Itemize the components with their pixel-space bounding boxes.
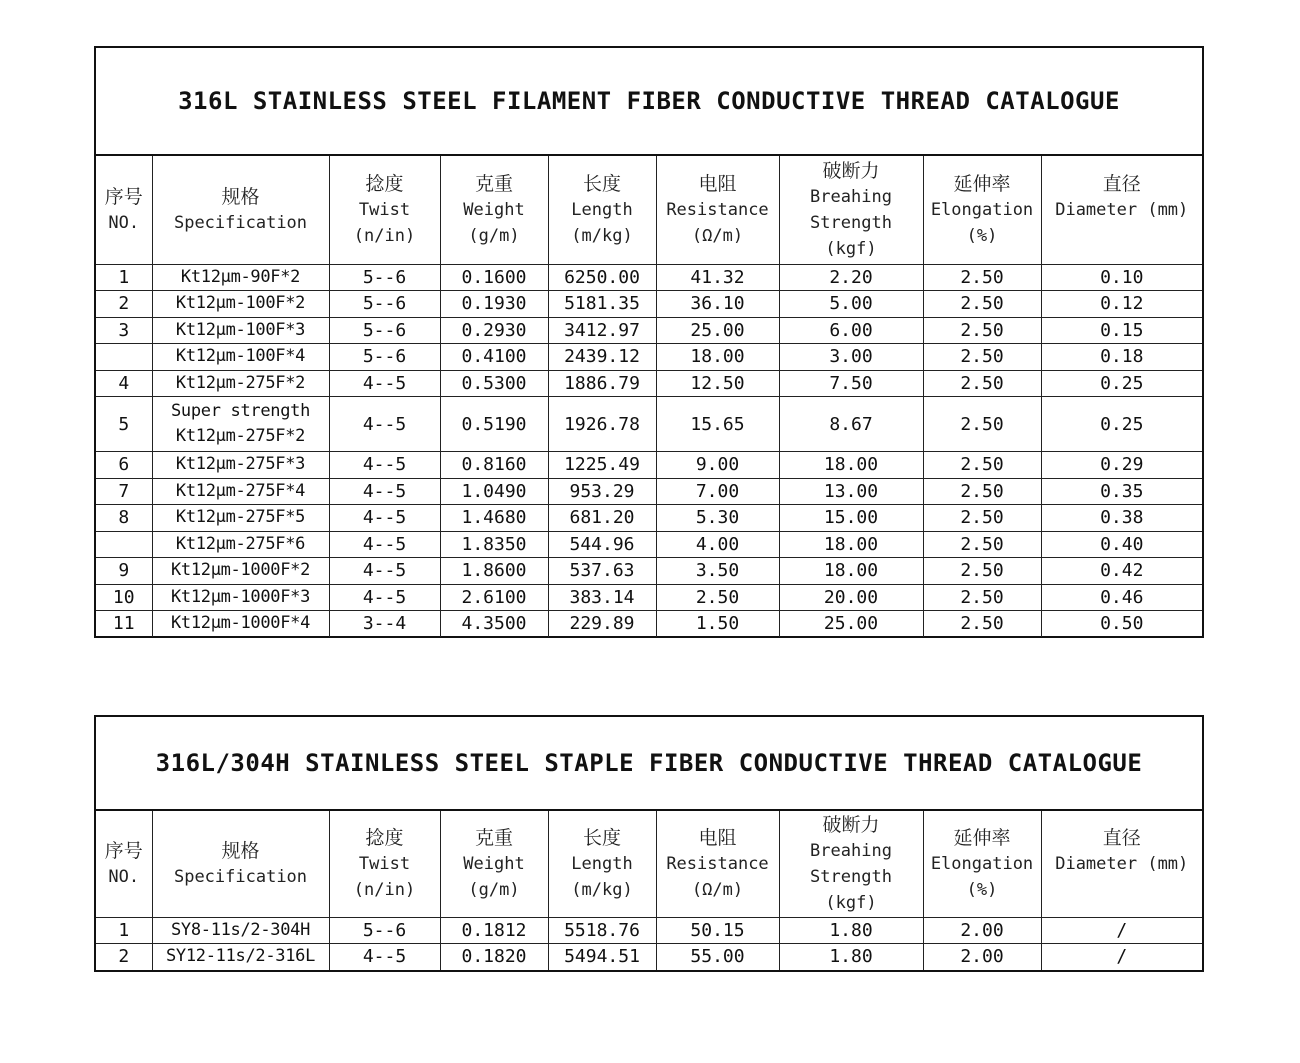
filament-table [96,156,1202,637]
header-weight: 克重 Weight (g/m) [440,156,548,264]
header-length: 长度 Length (m/kg) [548,156,656,264]
cell-twist: 5--6 [329,317,440,344]
cell-spec: Kt12μm-275F*3 [152,452,329,479]
header-length: 长度 Length (m/kg) [548,811,656,917]
cell-resistance: 5.30 [656,505,779,532]
cell-spec: Kt12μm-275F*5 [152,505,329,532]
cell-twist: 4--5 [329,478,440,505]
cell-spec: SY8-11s/2-304H [152,917,329,944]
cell-elongation: 2.50 [923,397,1041,452]
header-twist: 捻度 Twist (n/in) [329,156,440,264]
catalogue-title: 316L STAINLESS STEEL FILAMENT FIBER CONDUCTIVE THREAD CATALOGUE [96,48,1202,156]
cell-spec: Kt12μm-100F*4 [152,344,329,371]
cell-breaking: 18.00 [779,452,923,479]
cell-breaking: 3.00 [779,344,923,371]
cell-spec: Kt12μm-275F*6 [152,531,329,558]
cell-twist: 4--5 [329,370,440,397]
cell-no: 11 [96,611,152,637]
cell-length: 383.14 [548,584,656,611]
cell-breaking: 18.00 [779,558,923,585]
cell-diameter: 0.46 [1041,584,1202,611]
cell-elongation: 2.50 [923,505,1041,532]
cell-resistance: 55.00 [656,944,779,970]
cell-breaking: 25.00 [779,611,923,637]
cell-length: 1926.78 [548,397,656,452]
cell-elongation: 2.50 [923,317,1041,344]
header-elongation: 延伸率 Elongation (%) [923,811,1041,917]
cell-weight: 0.1600 [440,264,548,291]
cell-elongation: 2.00 [923,917,1041,944]
cell-weight: 1.8350 [440,531,548,558]
cell-spec: Kt12μm-1000F*3 [152,584,329,611]
cell-resistance: 9.00 [656,452,779,479]
cell-twist: 5--6 [329,344,440,371]
staple-catalogue [94,715,1204,972]
cell-no: 2 [96,944,152,970]
cell-breaking: 1.80 [779,917,923,944]
cell-elongation: 2.00 [923,944,1041,970]
cell-twist: 4--5 [329,558,440,585]
cell-length: 5181.35 [548,291,656,318]
cell-weight: 4.3500 [440,611,548,637]
catalogue-title: 316L/304H STAINLESS STEEL STAPLE FIBER CONDUCTIVE THREAD CATALOGUE [96,717,1202,811]
cell-twist: 4--5 [329,452,440,479]
header-row [96,156,1202,264]
cell-weight: 1.8600 [440,558,548,585]
table-row [96,505,1202,532]
table-row [96,531,1202,558]
cell-breaking: 5.00 [779,291,923,318]
cell-diameter: 0.40 [1041,531,1202,558]
cell-diameter: 0.15 [1041,317,1202,344]
cell-length: 229.89 [548,611,656,637]
cell-resistance: 1.50 [656,611,779,637]
cell-breaking: 8.67 [779,397,923,452]
spec-line: Kt12μm-275F*2 [175,426,306,446]
cell-spec: Kt12μm-275F*4 [152,478,329,505]
cell-spec: Kt12μm-90F*2 [152,264,329,291]
cell-elongation: 2.50 [923,344,1041,371]
cell-breaking: 6.00 [779,317,923,344]
cell-spec [152,397,329,452]
cell-weight: 0.2930 [440,317,548,344]
cell-breaking: 13.00 [779,478,923,505]
header-resistance: 电阻 Resistance (Ω/m) [656,156,779,264]
table-row [96,397,1202,452]
cell-breaking: 2.20 [779,264,923,291]
cell-elongation: 2.50 [923,370,1041,397]
cell-weight: 0.1812 [440,917,548,944]
table-row [96,611,1202,637]
cell-diameter: / [1041,944,1202,970]
cell-elongation: 2.50 [923,478,1041,505]
cell-twist: 3--4 [329,611,440,637]
cell-diameter: / [1041,917,1202,944]
cell-weight: 0.1820 [440,944,548,970]
cell-elongation: 2.50 [923,291,1041,318]
table-row [96,944,1202,970]
cell-spec: Kt12μm-1000F*2 [152,558,329,585]
table-row [96,917,1202,944]
cell-twist: 4--5 [329,505,440,532]
table-row [96,344,1202,371]
header-no: 序号 NO. [96,811,152,917]
cell-spec: SY12-11s/2-316L [152,944,329,970]
cell-length: 6250.00 [548,264,656,291]
cell-diameter: 0.18 [1041,344,1202,371]
cell-resistance: 41.32 [656,264,779,291]
header-row [96,811,1202,917]
cell-twist: 4--5 [329,397,440,452]
header-spec: 规格 Specification [152,156,329,264]
cell-breaking: 15.00 [779,505,923,532]
filament-catalogue [94,46,1204,638]
cell-breaking: 18.00 [779,531,923,558]
cell-resistance: 12.50 [656,370,779,397]
cell-no: 3 [96,317,152,344]
staple-table [96,811,1202,970]
cell-diameter: 0.42 [1041,558,1202,585]
cell-no: 5 [96,397,152,452]
cell-no: 6 [96,452,152,479]
cell-length: 681.20 [548,505,656,532]
cell-spec: Kt12μm-275F*2 [152,370,329,397]
cell-resistance: 15.65 [656,397,779,452]
cell-weight: 0.8160 [440,452,548,479]
cell-twist: 5--6 [329,264,440,291]
cell-diameter: 0.35 [1041,478,1202,505]
spec-line: Super strength [170,401,311,421]
cell-length: 537.63 [548,558,656,585]
cell-no: 9 [96,558,152,585]
cell-weight: 0.4100 [440,344,548,371]
header-diameter: 直径 Diameter (mm) [1041,811,1202,917]
cell-diameter: 0.50 [1041,611,1202,637]
cell-length: 953.29 [548,478,656,505]
cell-diameter: 0.29 [1041,452,1202,479]
cell-elongation: 2.50 [923,558,1041,585]
cell-no [96,531,152,558]
cell-no: 10 [96,584,152,611]
cell-diameter: 0.25 [1041,397,1202,452]
cell-diameter: 0.25 [1041,370,1202,397]
cell-twist: 5--6 [329,917,440,944]
cell-resistance: 7.00 [656,478,779,505]
table-row [96,558,1202,585]
cell-twist: 5--6 [329,291,440,318]
cell-length: 1886.79 [548,370,656,397]
cell-spec: Kt12μm-100F*3 [152,317,329,344]
table-row [96,317,1202,344]
cell-resistance: 18.00 [656,344,779,371]
cell-length: 2439.12 [548,344,656,371]
cell-breaking: 1.80 [779,944,923,970]
cell-weight: 0.5300 [440,370,548,397]
cell-breaking: 7.50 [779,370,923,397]
cell-length: 1225.49 [548,452,656,479]
cell-no: 1 [96,264,152,291]
cell-diameter: 0.12 [1041,291,1202,318]
cell-resistance: 50.15 [656,917,779,944]
header-elongation: 延伸率 Elongation (%) [923,156,1041,264]
table-row [96,478,1202,505]
cell-no: 1 [96,917,152,944]
cell-twist: 4--5 [329,584,440,611]
cell-no: 7 [96,478,152,505]
header-twist: 捻度 Twist (n/in) [329,811,440,917]
cell-weight: 1.4680 [440,505,548,532]
cell-weight: 0.1930 [440,291,548,318]
cell-weight: 2.6100 [440,584,548,611]
table-row [96,291,1202,318]
cell-no [96,344,152,371]
table-row [96,452,1202,479]
header-breaking: 破断力 Breahing Strength (kgf) [779,811,923,917]
cell-elongation: 2.50 [923,531,1041,558]
cell-weight: 0.5190 [440,397,548,452]
header-diameter: 直径 Diameter (mm) [1041,156,1202,264]
cell-twist: 4--5 [329,531,440,558]
cell-length: 5518.76 [548,917,656,944]
cell-diameter: 0.38 [1041,505,1202,532]
table-row [96,264,1202,291]
header-breaking: 破断力 Breahing Strength (kgf) [779,156,923,264]
cell-twist: 4--5 [329,944,440,970]
header-no: 序号 NO. [96,156,152,264]
header-spec: 规格 Specification [152,811,329,917]
cell-length: 5494.51 [548,944,656,970]
cell-resistance: 3.50 [656,558,779,585]
cell-length: 3412.97 [548,317,656,344]
table-row [96,370,1202,397]
cell-resistance: 25.00 [656,317,779,344]
cell-length: 544.96 [548,531,656,558]
cell-diameter: 0.10 [1041,264,1202,291]
header-weight: 克重 Weight (g/m) [440,811,548,917]
cell-breaking: 20.00 [779,584,923,611]
cell-no: 8 [96,505,152,532]
cell-elongation: 2.50 [923,611,1041,637]
cell-spec: Kt12μm-1000F*4 [152,611,329,637]
cell-elongation: 2.50 [923,584,1041,611]
table-row [96,584,1202,611]
cell-weight: 1.0490 [440,478,548,505]
cell-resistance: 2.50 [656,584,779,611]
cell-no: 2 [96,291,152,318]
cell-resistance: 4.00 [656,531,779,558]
cell-spec: Kt12μm-100F*2 [152,291,329,318]
header-resistance: 电阻 Resistance (Ω/m) [656,811,779,917]
cell-elongation: 2.50 [923,264,1041,291]
cell-elongation: 2.50 [923,452,1041,479]
cell-no: 4 [96,370,152,397]
cell-resistance: 36.10 [656,291,779,318]
